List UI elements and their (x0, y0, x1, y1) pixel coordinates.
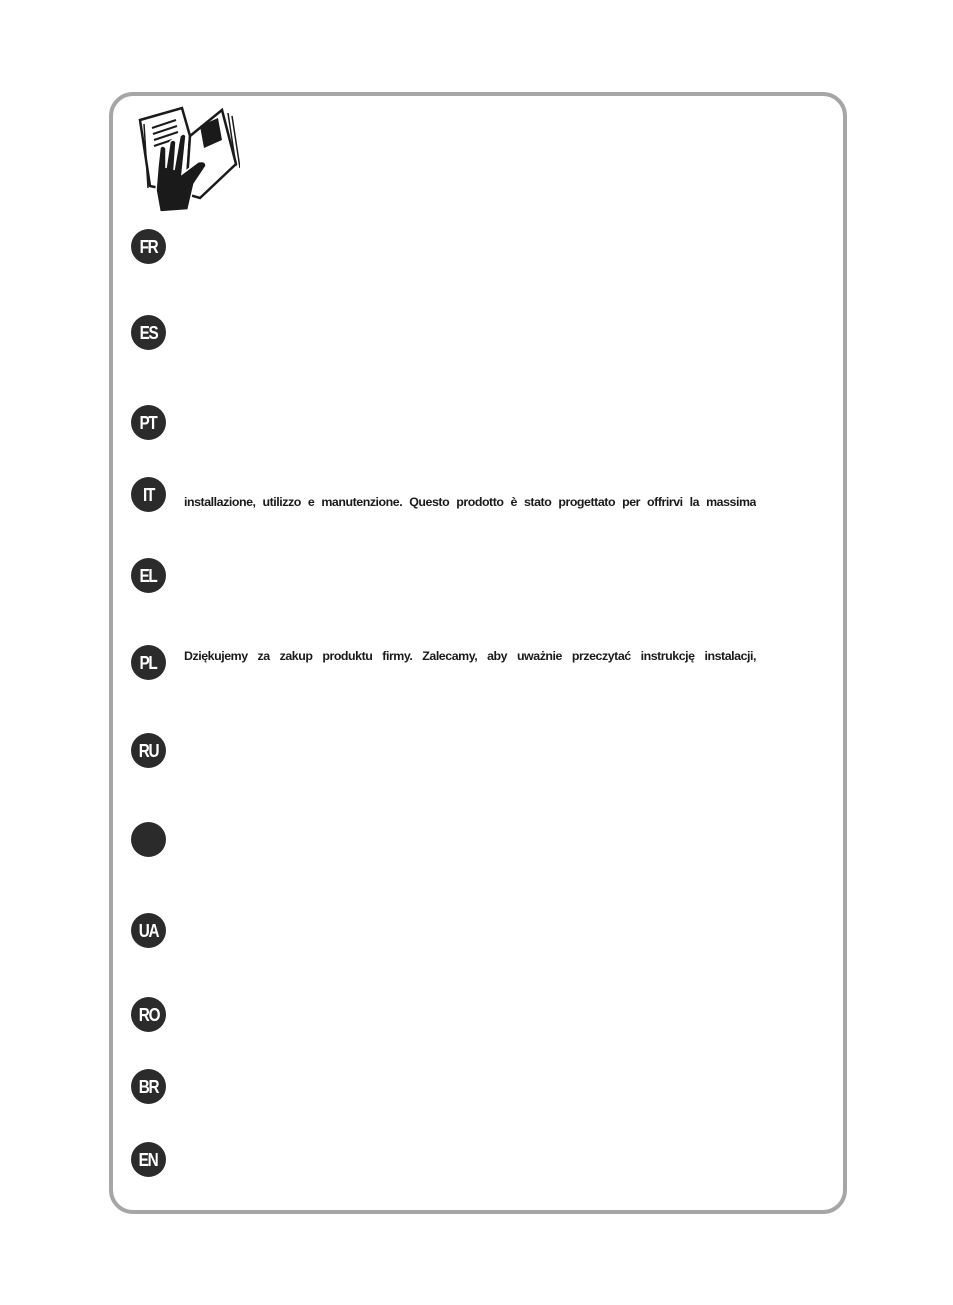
language-badge-blank (131, 822, 166, 857)
language-badge-pl: PL (131, 645, 166, 680)
language-badge-it: IT (131, 477, 166, 512)
language-badge-el: EL (131, 558, 166, 593)
language-badge-en: EN (131, 1142, 166, 1177)
read-manual-icon (136, 106, 240, 214)
language-badge-br: BR (131, 1069, 166, 1104)
language-text-it: installazione, utilizzo e manutenzione. Questo prodotto è stato progettato per offrirvi la massima (184, 495, 756, 509)
language-badge-ro: RO (131, 997, 166, 1032)
language-badge-ua: UA (131, 913, 166, 948)
language-badge-fr: FR (131, 229, 166, 264)
language-badge-ru: RU (131, 733, 166, 768)
language-badge-es: ES (131, 315, 166, 350)
language-text-pl: Dziękujemy za zakup produktu firmy. Zalecamy, aby uważnie przeczytać instrukcję instalacji, (184, 649, 756, 663)
language-badge-pt: PT (131, 405, 166, 440)
